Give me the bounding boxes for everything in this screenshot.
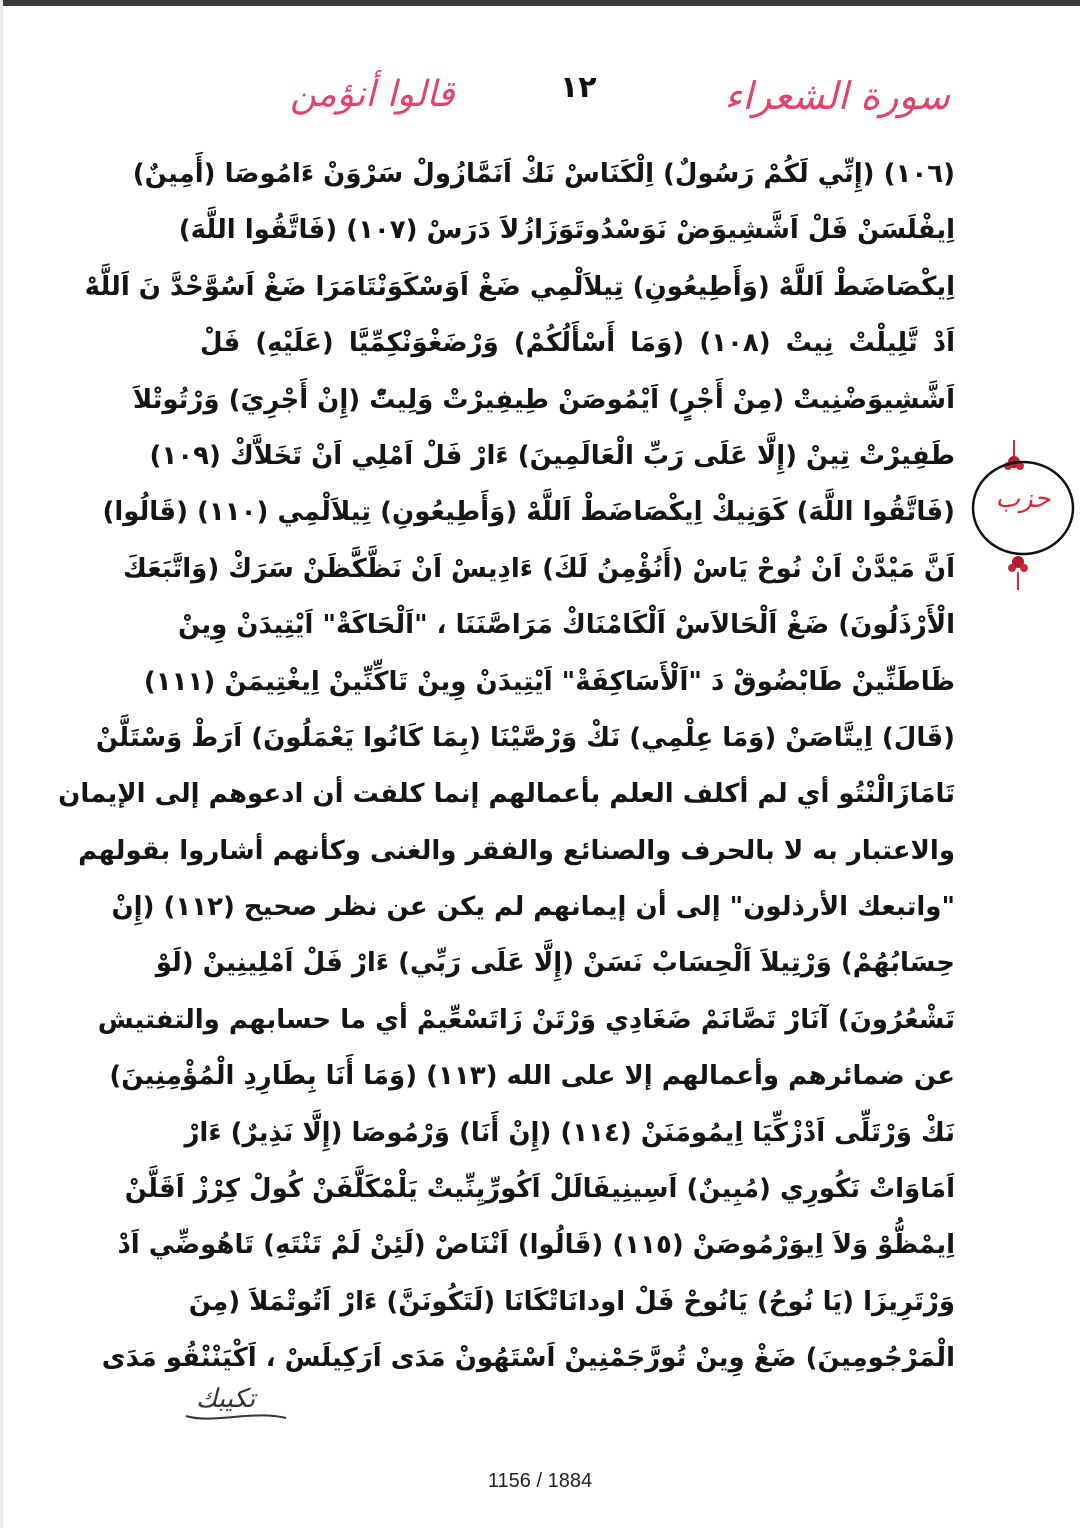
- hizb-label: حزب: [995, 484, 1051, 514]
- text-line: تَامَازَالْنْتُو أي لم أكلف العلم بأعمالهم إنما كلفت أن ادعوهم إلى الإيمان: [58, 779, 955, 810]
- catchword: تكيبك: [196, 1384, 256, 1414]
- text-line: اَمَاوَاتْ نَكُورِي (مُبِينٌ) اَسِينِيفَالَلْ اَكُورِّيِنِّيتْ يَلْمْكَلَّفَنْ كُولْ كِرْزْ اَقَلَّنْ: [124, 1174, 955, 1205]
- text-line: اِيمْظُّوْ وَلاَ اِيوَرْمُوصَنْ (١١٥) (قَالُوا) اَنْنَاصْ (لَئِنْ لَمْ تَنْتَهِ) تَاهُوضِّي اَدْ: [117, 1230, 955, 1261]
- hizb-marker-icon: [968, 440, 1078, 590]
- text-line: (فَاتَّقُوا اللَّهَ) كَوَنِيكْ اِيكْصَاضَطْ اَللَّهْ (وَأَطِيعُونِ) تِيلاَلْمِي (١١٠) (قَالُوا): [102, 497, 955, 528]
- text-body: [58, 146, 955, 1387]
- text-line: "واتبعك الأرذلون" إلى أن إيمانهم لم يكن عن نظر صحيح (١١٢) (إِنْ: [111, 892, 955, 923]
- scan-top-edge: [0, 0, 1080, 6]
- text-line: حِسَابُهُمْ) وَرْتِيلاَ اَلْحِسَابْ نَسَنْ (إِلَّا عَلَى رَبِّي) ءَارْ فَلْ اَمْلِينِينْ (لَوْ: [155, 948, 955, 979]
- page-counter: 1156 / 1884: [487, 1470, 593, 1492]
- text-line: اِيفْلَسَنْ فَلْ اَشَّشِيوَضْ نَوَسْدُوتَوَزَازُلاَ دَرَسْ (١٠٧) (فَاتَّقُوا اللَّهَ): [178, 215, 955, 246]
- text-line: اَشَّشِيوَضْنِيتْ (مِنْ أَجْرٍ) اَيْمُوصَنْ طِيفِيرْتْ وَلِيتّْ (إِنْ أَجْرِيَ) وَرْتُوتْلاَ: [132, 384, 955, 415]
- text-line: ظَاطَنِّينْ طَابْضُوقْ دَ "اَلْأَسَاكِفَةْ" اَيْتِيدَنْ وِينْ تَاكِّنِّينْ اِيغْتِيمَنْ (١١١): [143, 666, 955, 697]
- text-line: طَفِيرْتْ تِينْ (إِلَّا عَلَى رَبِّ الْعَالَمِينَ) ءَارْ فَلْ اَمْلِي اَنْ تَخَلاَّكْ (١٠٩): [149, 440, 955, 471]
- text-line: وَرْتَرِيزَا (يَا نُوحُ) يَانُوحْ فَلْ اودانَاتْكَانَا (لَتَكُونَنَّ) ءَارْ اَتُوتْمَلاَ (مِنَ: [188, 1286, 955, 1317]
- text-line: اَدْ تَّلِيلْتْ نِيتْ (١٠٨) (وَمَا أَسْأَلُكُمْ) وَرْضَغْوَنْكِمِّيَّا (عَلَيْهِ) فَلْ: [200, 328, 955, 359]
- text-line: والاعتبار به لا بالحرف والصنائع والفقر والغنى وكأنهم أشاروا بقولهم: [78, 835, 955, 866]
- text-line: الْأَرْذَلُونَ) ضَغْ اَلْحَالاَسْ اَلْكَامْنَاكْ مَرَاصَّنَنَا ، "اَلْحَاكَةْ" اَيْتِيدَنْ وِينْ: [177, 610, 955, 641]
- text-line: الْمَرْجُومِينَ) ضَغْ وِينْ تُورَّجَمْنِينْ اَسْتَهُونْ مَدَى اَرَكِيلَسْ ، اَكْيَنْنْقُو مَدَى: [101, 1343, 955, 1374]
- text-line: عن ضمائرهم وأعمالهم إلا على الله (١١٣) (وَمَا أَنَا بِطَارِدِ الْمُؤْمِنِينَ): [109, 1061, 955, 1092]
- text-line: تَشْعُرُونَ) آنَارْ تَصَّانَمْ ضَغَادِي وَرْتَنْ زَاتَسْعِّيمْ أي ما حسابهم والتفتيش: [97, 1004, 955, 1035]
- text-line: نَكْ وَرْتَلِّى اَدْزْكِّيَا اِيمُومَنَنْ (١١٤) (إِنْ أَنَا) وَرْمُوصَا (إِلَّا نَذِيرٌ) ءَارْ: [184, 1117, 955, 1148]
- page-number: ١٢: [560, 70, 597, 105]
- text-line: اِيكْصَاضَطْ اَللَّهْ (وَأَطِيعُونِ) تِيلاَلْمِي ضَغْ اَوَسْكَوَنْتَامَرَا ضَغْ اَسُوَّحْدَّ نَ اَللَّهْ: [84, 271, 955, 302]
- juz-heading: قالوا أنؤمن: [290, 74, 455, 115]
- scan-left-edge: [0, 0, 3, 1528]
- surah-title: سورة الشعراء: [724, 74, 950, 118]
- text-line: (١٠٦) (إِنِّي لَكُمْ رَسُولٌ) اِلْكَنَاسْ نَكْ اَنَمَّازُولْ سَرْوَنْ ءَامُوصَا (أَمِينٌ): [132, 159, 955, 189]
- text-line: اَنَّ مَيْدَّنْ اَنْ نُوحْ يَاسْ (أَنُؤْمِنُ لَكَ) ءَادِيسْ اَنْ نَظَّكَّظَنْ سَرَكْ (وَاتَّبَعَكَ: [123, 553, 955, 584]
- page-header: [0, 60, 1080, 130]
- text-line: (قَالَ) اِيتَّاصَنْ (وَمَا عِلْمِي) نَكْ وَرْصَّيْنَا (بِمَا كَانُوا يَعْمَلُونَ) اَرَطْ وَسْتَلَّنْ: [95, 722, 955, 753]
